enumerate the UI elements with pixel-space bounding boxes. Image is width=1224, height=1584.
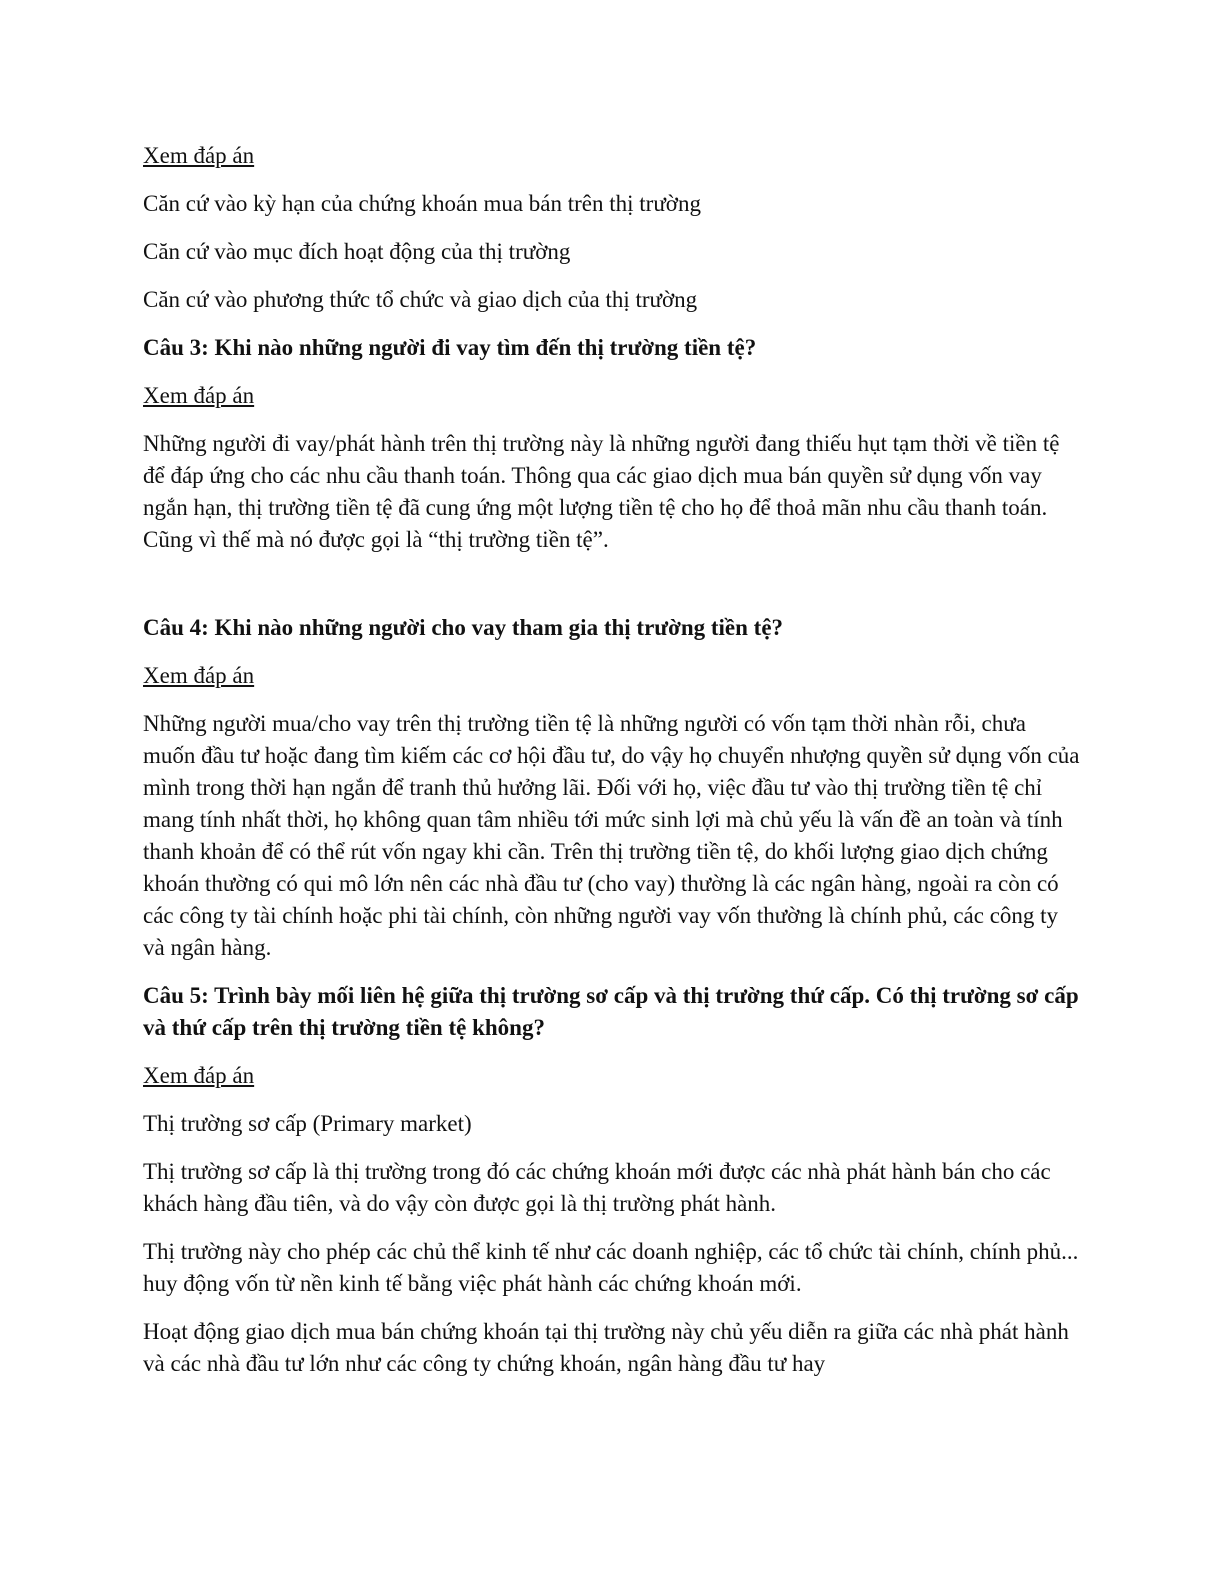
- document-content: [143, 140, 1083, 1396]
- view-answer-link[interactable]: Xem đáp án: [143, 1063, 255, 1088]
- link-paragraph: [143, 1060, 1083, 1092]
- link-paragraph: [143, 140, 1083, 172]
- spacer: [143, 572, 1083, 612]
- link-paragraph: [143, 380, 1083, 412]
- question-heading: Câu 5: Trình bày mối liên hệ giữa thị trường sơ cấp và thị trường thứ cấp. Có thị trường sơ cấp và thứ cấp trên thị trường tiền tệ không?: [143, 983, 1079, 1040]
- body-paragraph: Những người mua/cho vay trên thị trường tiền tệ là những người có vốn tạm thời nhàn rỗi, chưa muốn đầu tư hoặc đang tìm kiếm các cơ hội đầu tư, do vậy họ chuyển nhượng quyền sử dụng vốn của mình trong thời hạn ngắn để tranh thủ hưởng lãi. Đối với họ, việc đầu tư vào thị trường tiền tệ chỉ mang tính nhất thời, họ không quan tâm nhiều tới mức sinh lợi mà chủ yếu là vấn đề an toàn và tính thanh khoản để có thể rút vốn ngay khi cần. Trên thị trường tiền tệ, do khối lượng giao dịch chứng khoán thường có qui mô lớn nên các nhà đầu tư (cho vay) thường là các ngân hàng, ngoài ra còn có các công ty tài chính hoặc phi tài chính, còn những người vay vốn thường là chính phủ, các công ty và ngân hàng.: [143, 711, 1080, 960]
- body-paragraph: Những người đi vay/phát hành trên thị trường này là những người đang thiếu hụt tạm thời về tiền tệ để đáp ứng cho các nhu cầu thanh toán. Thông qua các giao dịch mua bán quyền sử dụng vốn vay ngắn hạn, thị trường tiền tệ đã cung ứng một lượng tiền tệ cho họ để thoả mãn nhu cầu thanh toán. Cũng vì thế mà nó được gọi là “thị trường tiền tệ”.: [143, 431, 1060, 552]
- body-paragraph: Thị trường sơ cấp (Primary market): [143, 1111, 472, 1136]
- body-paragraph: Hoạt động giao dịch mua bán chứng khoán tại thị trường này chủ yếu diễn ra giữa các nhà phát hành và các nhà đầu tư lớn như các công ty chứng khoán, ngân hàng đầu tư hay: [143, 1319, 1069, 1376]
- question-heading: Câu 3: Khi nào những người đi vay tìm đến thị trường tiền tệ?: [143, 335, 757, 360]
- view-answer-link[interactable]: Xem đáp án: [143, 383, 255, 408]
- question-heading: Câu 4: Khi nào những người cho vay tham gia thị trường tiền tệ?: [143, 615, 784, 640]
- body-paragraph: Thị trường sơ cấp là thị trường trong đó các chứng khoán mới được các nhà phát hành bán cho các khách hàng đầu tiên, và do vậy còn được gọi là thị trường phát hành.: [143, 1159, 1051, 1216]
- body-paragraph: Căn cứ vào kỳ hạn của chứng khoán mua bán trên thị trường: [143, 191, 701, 216]
- body-paragraph: Căn cứ vào mục đích hoạt động của thị trường: [143, 239, 571, 264]
- view-answer-link[interactable]: Xem đáp án: [143, 143, 255, 168]
- link-paragraph: [143, 660, 1083, 692]
- body-paragraph: Thị trường này cho phép các chủ thể kinh tế như các doanh nghiệp, các tổ chức tài chính, chính phủ... huy động vốn từ nền kinh tế bằng việc phát hành các chứng khoán mới.: [143, 1239, 1079, 1296]
- view-answer-link[interactable]: Xem đáp án: [143, 663, 255, 688]
- body-paragraph: Căn cứ vào phương thức tổ chức và giao dịch của thị trường: [143, 287, 698, 312]
